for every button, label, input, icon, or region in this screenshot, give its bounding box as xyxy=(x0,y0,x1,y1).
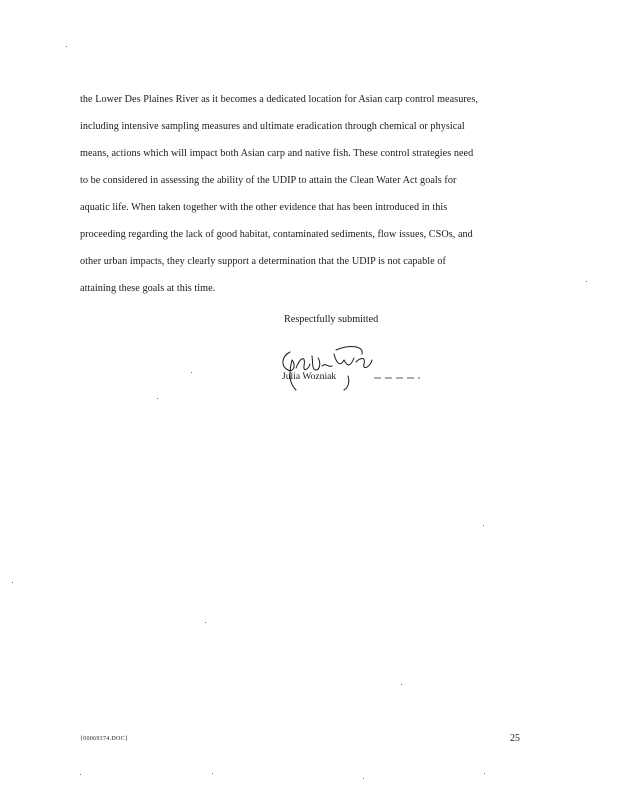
closing-salutation: Respectfully submitted xyxy=(284,314,379,325)
document-id: {00069374.DOC} xyxy=(80,736,129,742)
scan-speck xyxy=(205,622,206,623)
scan-speck xyxy=(157,398,158,399)
body-line: attaining these goals at this time. xyxy=(80,283,216,294)
body-line: the Lower Des Plaines River as it becomes a dedicated location for Asian carp control measures, xyxy=(80,94,478,105)
scan-speck xyxy=(401,684,402,685)
body-paragraph xyxy=(80,86,530,302)
scan-speck xyxy=(12,582,13,583)
scan-speck xyxy=(66,46,67,47)
scan-speck xyxy=(483,525,484,526)
scan-speck xyxy=(363,778,364,779)
signer-name: Julia Wozniak xyxy=(282,371,337,382)
scan-speck xyxy=(586,281,587,282)
page-number: 25 xyxy=(510,733,520,744)
body-line: proceeding regarding the lack of good habitat, contaminated sediments, flow issues, CSOs, and xyxy=(80,229,473,240)
body-line: means, actions which will impact both Asian carp and native fish. These control strategies need xyxy=(80,148,474,159)
handwritten-signature xyxy=(276,340,426,400)
body-line: other urban impacts, they clearly support a determination that the UDIP is not capable of xyxy=(80,256,446,267)
body-line: aquatic life. When taken together with the other evidence that has been introduced in this xyxy=(80,202,448,213)
scan-speck xyxy=(212,773,213,774)
body-line: to be considered in assessing the ability of the UDIP to attain the Clean Water Act goals for xyxy=(80,175,457,186)
scan-speck xyxy=(191,372,192,373)
scan-speck xyxy=(80,774,81,775)
scan-speck xyxy=(484,773,485,774)
body-line: including intensive sampling measures and ultimate eradication through chemical or physical xyxy=(80,121,465,132)
